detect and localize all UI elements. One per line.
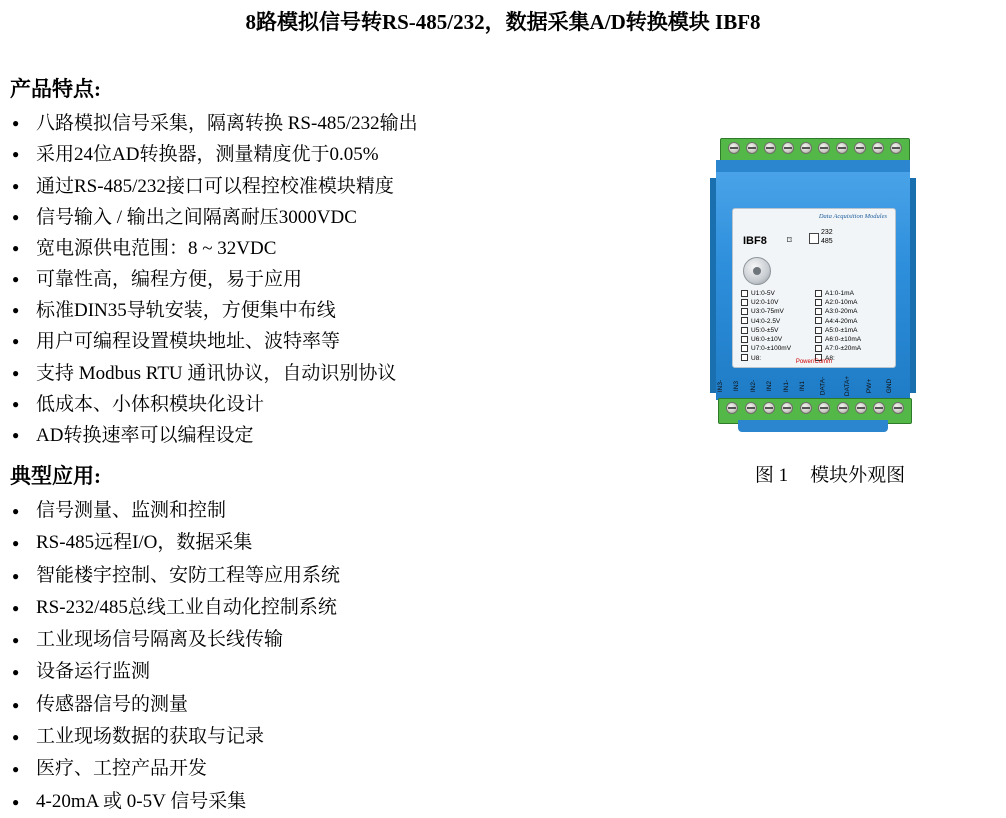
option-row <box>741 317 791 326</box>
list-item: ● 支持 Modbus RTU 通讯协议，自动识别协议 <box>10 358 650 389</box>
list-item: ● 设备运行监测 <box>10 656 650 688</box>
switch-label-485: 485 <box>821 237 833 245</box>
screw-icon <box>873 402 885 414</box>
option-label: A6:0-±10mA <box>825 336 862 344</box>
checkbox-icon <box>741 290 748 297</box>
checkbox-icon <box>815 317 822 324</box>
screw-icon <box>800 402 812 414</box>
screw-icon <box>728 142 740 154</box>
screw-icon <box>872 142 884 154</box>
option-label: U8: <box>751 354 762 362</box>
pin-label: PW+ <box>866 378 874 394</box>
list-item: ● AD转换速率可以编程设定 <box>10 420 650 451</box>
figure-caption <box>660 460 1000 487</box>
option-label: A1:0-1mA <box>825 290 854 297</box>
checkbox-icon <box>815 290 822 297</box>
pin-label: DATA- <box>819 376 827 396</box>
device-front-panel <box>732 208 896 368</box>
list-item: ● 用户可编程设置模块地址、波特率等 <box>10 326 650 357</box>
option-row <box>815 289 861 298</box>
bottom-screw-row <box>719 402 911 414</box>
option-label: U7:0-±100mV <box>751 345 792 353</box>
option-row <box>815 317 861 326</box>
option-row <box>741 344 791 353</box>
option-label: U2:0-10V <box>751 299 779 307</box>
list-item: ● 信号输入 / 输出之间隔离耐压3000VDC <box>10 202 650 233</box>
screw-icon <box>726 402 738 414</box>
left-content-column <box>10 76 650 818</box>
top-screw-row <box>721 142 909 154</box>
checkbox-icon <box>815 299 822 306</box>
list-item: ● 可靠性高，编程方便，易于应用 <box>10 264 650 295</box>
checkbox-icon <box>815 327 822 334</box>
option-label: U5:0-±5V <box>751 326 779 334</box>
list-item: ● 低成本、小体积模块化设计 <box>10 389 650 420</box>
option-label: A3:0-20mA <box>825 308 858 316</box>
pin-label: IN3- <box>716 379 724 393</box>
list-item: ● 传感器信号的测量 <box>10 689 650 721</box>
option-label: U1:0-5V <box>751 290 775 297</box>
option-row <box>741 335 791 344</box>
screw-icon <box>854 142 866 154</box>
screw-icon <box>746 142 758 154</box>
option-row <box>741 298 791 307</box>
option-label: A5:0-±1mA <box>825 326 858 334</box>
checkbox-icon <box>741 308 748 315</box>
product-figure <box>660 130 1000 490</box>
option-row <box>741 307 791 316</box>
pin-label: GND <box>886 378 894 394</box>
list-item: ● 医疗、工控产品开发 <box>10 753 650 785</box>
top-terminal-block <box>720 138 910 162</box>
option-label: U3:0-75mV <box>751 308 784 316</box>
pin-label: IN1- <box>782 379 790 393</box>
list-item: ● 工业现场数据的获取与记录 <box>10 721 650 753</box>
list-item: ● 4-20mA 或 0-5V 信号采集 <box>10 786 650 818</box>
option-label: A2:0-10mA <box>825 299 858 307</box>
screw-icon <box>836 142 848 154</box>
list-item: ● 工业现场信号隔离及长线传输 <box>10 624 650 656</box>
bottom-pin-labels <box>716 374 908 398</box>
checkbox-icon <box>741 336 748 343</box>
mode-switch <box>809 233 819 244</box>
option-row <box>815 335 861 344</box>
option-label: A4:4-20mA <box>825 317 858 325</box>
pin-label: IN1 <box>799 380 807 392</box>
option-row <box>815 326 861 335</box>
figure-caption-text: 模块外观图 <box>810 465 906 486</box>
list-item: ● 宽电源供电范围：8 ~ 32VDC <box>10 233 650 264</box>
option-row <box>815 298 861 307</box>
option-row <box>741 326 791 335</box>
option-row <box>815 307 861 316</box>
screw-icon <box>745 402 757 414</box>
brand-text: Data Acquisition Modules <box>818 213 887 220</box>
features-list <box>10 108 650 451</box>
option-label: A8: <box>825 354 835 362</box>
list-item: ● 信号测量、监测和控制 <box>10 495 650 527</box>
checkbox-icon <box>741 327 748 334</box>
list-item: ● 通过RS-485/232接口可以程控校准模块精度 <box>10 171 650 202</box>
screw-icon <box>855 402 867 414</box>
checkbox-icon <box>741 317 748 324</box>
features-heading: 产品特点: <box>10 77 101 101</box>
list-item: ● 采用24位AD转换器，测量精度优于0.05% <box>10 139 650 170</box>
pin-label: DATA+ <box>843 375 851 397</box>
mode-switch-labels <box>821 229 833 247</box>
list-item: ● 标准DIN35导轨安装，方便集中布线 <box>10 295 650 326</box>
option-row <box>815 344 861 353</box>
connector-knob-icon <box>743 257 771 285</box>
voltage-range-options <box>741 289 791 363</box>
applications-heading: 典型应用: <box>10 463 101 488</box>
current-range-options <box>815 289 861 363</box>
list-item: ● 八路模拟信号采集，隔离转换 RS-485/232输出 <box>10 108 650 139</box>
screw-icon <box>800 142 812 154</box>
option-label: A7:0-±20mA <box>825 345 862 353</box>
checkbox-icon <box>815 308 822 315</box>
switch-symbol: ⌑ <box>787 235 792 245</box>
page-title: 8路模拟信号转RS-485/232，数据采集A/D转换模块 IBF8 <box>245 10 761 34</box>
model-label: IBF8 <box>743 235 767 247</box>
checkbox-icon <box>741 299 748 306</box>
checkbox-icon <box>741 345 748 352</box>
screw-icon <box>890 142 902 154</box>
screw-icon <box>781 402 793 414</box>
pin-label: IN3 <box>733 380 741 392</box>
power-comm-label: Power/Comm <box>795 359 833 365</box>
list-item: ● RS-485远程I/O，数据采集 <box>10 527 650 559</box>
option-label: U4:0-2.5V <box>751 317 781 325</box>
checkbox-icon <box>815 336 822 343</box>
screw-icon <box>782 142 794 154</box>
screw-icon <box>837 402 849 414</box>
list-item: ● 智能楼宇控制、安防工程等应用系统 <box>10 560 650 592</box>
screw-icon <box>892 402 904 414</box>
applications-list <box>10 495 650 818</box>
device-illustration <box>684 130 952 450</box>
screw-icon <box>818 402 830 414</box>
pin-label: IN2- <box>749 379 757 393</box>
pin-label: IN2 <box>766 380 774 392</box>
screw-icon <box>763 402 775 414</box>
option-label: U6:0-±10V <box>751 336 783 344</box>
din-rail-foot <box>738 420 888 432</box>
option-row <box>741 289 791 298</box>
screw-icon <box>818 142 830 154</box>
switch-label-232: 232 <box>821 229 833 236</box>
screw-icon <box>764 142 776 154</box>
list-item: ● RS-232/485总线工业自动化控制系统 <box>10 592 650 624</box>
figure-number: 图 1 <box>754 465 789 486</box>
checkbox-icon <box>815 345 822 352</box>
